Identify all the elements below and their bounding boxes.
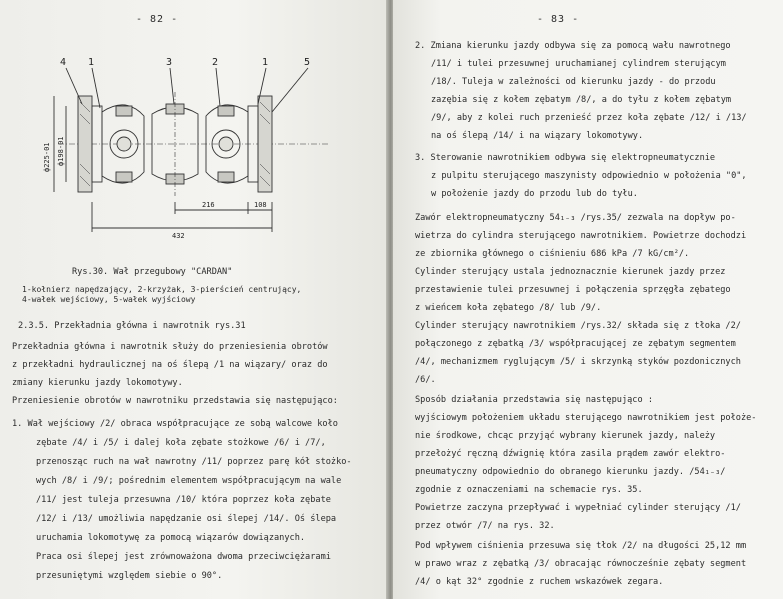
- body-line: z wieńcem koła zębatego /8/ lub /9/.: [415, 303, 602, 313]
- left-page: [0, 0, 388, 599]
- body-line: zazębia się z kołem zębatym /8/, a do tyłu z kołem zębatym: [431, 95, 732, 105]
- body-line: w położenie jazdy do przodu lub do tyłu.: [431, 189, 638, 199]
- body-line: Praca osi ślepej jest zrównoważona dwoma przeciwciężarami: [36, 552, 331, 562]
- figure-legend-2: 4-wałek wejściowy, 5-wałek wyjściowy: [22, 295, 196, 304]
- body-line: przestawienie tulei przesuwnej i połączenia sprzęgła zębatego: [415, 285, 731, 295]
- callout-1: 1: [88, 57, 95, 68]
- body-line: uruchamia lokomotywę za pomocą wiązarów dowiązanych.: [36, 533, 306, 543]
- body-line: pneumatyczny odpowiednio do obranego kierunku jazdy. /54₁₋₃/: [415, 467, 726, 477]
- body-line: Zawór elektropneumatyczny 54₁₋₃ /rys.35/ zezwala na dopływ po-: [415, 213, 736, 223]
- body-line: /4/ o kąt 32° zgodnie z ruchem wskazówek zegara.: [415, 577, 664, 587]
- figure-caption: Rys.30. Wał przegubowy "CARDAN": [72, 267, 233, 277]
- body-line: /11/ i tulei przesuwnej uruchamianej cylindrem sterującym: [431, 59, 726, 69]
- body-line: Przekładnia główna i nawrotnik służy do przeniesienia obrotów: [12, 342, 328, 352]
- body-line: 2. Zmiana kierunku jazdy odbywa się za pomocą wału nawrotnego: [415, 41, 731, 51]
- body-line: wyjściowym położeniem układu sterującego nawrotnikiem jest położe-: [415, 413, 757, 423]
- cardan-shaft-drawing: [36, 52, 336, 242]
- body-line: /12/ i /13/ umożliwia napędzanie osi ślepej /14/. Oś ślepa: [36, 514, 337, 524]
- body-line: Powietrze zaczyna przepływać i wypełniać cylinder sterujący /1/: [415, 503, 741, 513]
- body-line: w prawo wraz z zębatką /3/ obracając równocześnie zębaty segment: [415, 559, 747, 569]
- body-line: wych /8/ i /9/; pośrednim elementem współpracującym na wale: [36, 476, 342, 486]
- figure-legend-1: 1-kołnierz napędzający, 2-krzyżak, 3-pierścień centrujący,: [22, 285, 302, 294]
- dim-inner-diameter: ф198-01: [57, 136, 65, 166]
- body-line: zgodnie z oznaczeniami na schemacie rys. 35.: [415, 485, 643, 495]
- dim-108: 108: [254, 201, 267, 209]
- body-line: /11/ jest tuleja przesuwna /10/ która poprzez koła zębate: [36, 495, 331, 505]
- body-line: Sposób działania przedstawia się następująco :: [415, 395, 653, 405]
- body-line: /4/, mechanizmem ryglującym /5/ i skrzynką styków pozdonicznych: [415, 357, 741, 367]
- body-line: ze zbiornika głównego o ciśnieniu 686 kPa /7 kG/cm²/.: [415, 249, 690, 259]
- body-line: przenosząc ruch na wał nawrotny /11/ poprzez parę kół stożko-: [36, 457, 352, 467]
- body-line: zębate /4/ i /5/ i dalej koła zębate stożkowe /6/ i /7/,: [36, 438, 326, 448]
- body-line: Cylinder sterujący nawrotnikiem /rys.32/ składa się z tłoka /2/: [415, 321, 741, 331]
- body-line: zmiany kierunku jazdy lokomotywy.: [12, 378, 183, 388]
- body-line: Pod wpływem ciśnienia przesuwa się tłok /2/ na długości 25,12 mm: [415, 541, 747, 551]
- callout-5: 5: [304, 57, 311, 68]
- callout-1b: 1: [262, 57, 269, 68]
- body-line: na oś ślepą /14/ i na wiązary lokomotywy.: [431, 131, 644, 141]
- callout-4: 4: [60, 57, 67, 68]
- body-line: /6/.: [415, 375, 436, 385]
- right-page: [393, 0, 783, 599]
- body-line: nie środkowe, chcąc przyjąć wybrany kierunek jazdy, należy: [415, 431, 716, 441]
- dim-outer-diameter: ф225-01: [43, 142, 51, 172]
- body-line: Cylinder sterujący ustala jednoznacznie kierunek jazdy przez: [415, 267, 726, 277]
- body-line: przełożyć ręczną dźwignię która zasila prądem zawór elektro-: [415, 449, 726, 459]
- page-number: - 82 -: [136, 14, 179, 25]
- body-line: z pulpitu sterującego maszynisty odpowiednio w położenia "0",: [431, 171, 747, 181]
- dim-432: 432: [172, 232, 185, 240]
- body-line: przesuniętymi względem siebie o 90°.: [36, 571, 223, 581]
- body-line: połączonego z zębatką /3/ współpracującej ze zębatym segmentem: [415, 339, 736, 349]
- dim-216: 216: [202, 201, 215, 209]
- callout-2: 2: [212, 57, 219, 68]
- body-line: 3. Sterowanie nawrotnikiem odbywa się elektropneumatycznie: [415, 153, 716, 163]
- section-heading: 2.3.5. Przekładnia główna i nawrotnik rys.31: [18, 321, 246, 331]
- page-number: - 83 -: [537, 14, 580, 25]
- body-line: wietrza do cylindra sterującego nawrotnikiem. Powietrze dochodzi: [415, 231, 747, 241]
- callout-3: 3: [166, 57, 173, 68]
- body-line: Przeniesienie obrotów w nawrotniku przedstawia się następująco:: [12, 396, 338, 406]
- body-line: /18/. Tuleja w zależności od kierunku jazdy - do przodu: [431, 77, 716, 87]
- body-line: /9/, aby z kolei ruch przenieść przez koła zębate /12/ i /13/: [431, 113, 747, 123]
- body-line: 1. Wał wejściowy /2/ obraca współpracujące ze sobą walcowe koło: [12, 419, 338, 429]
- body-line: z przekładni hydraulicznej na oś ślepą /1 na wiązary/ oraz do: [12, 360, 328, 370]
- body-line: przez otwór /7/ na rys. 32.: [415, 521, 555, 531]
